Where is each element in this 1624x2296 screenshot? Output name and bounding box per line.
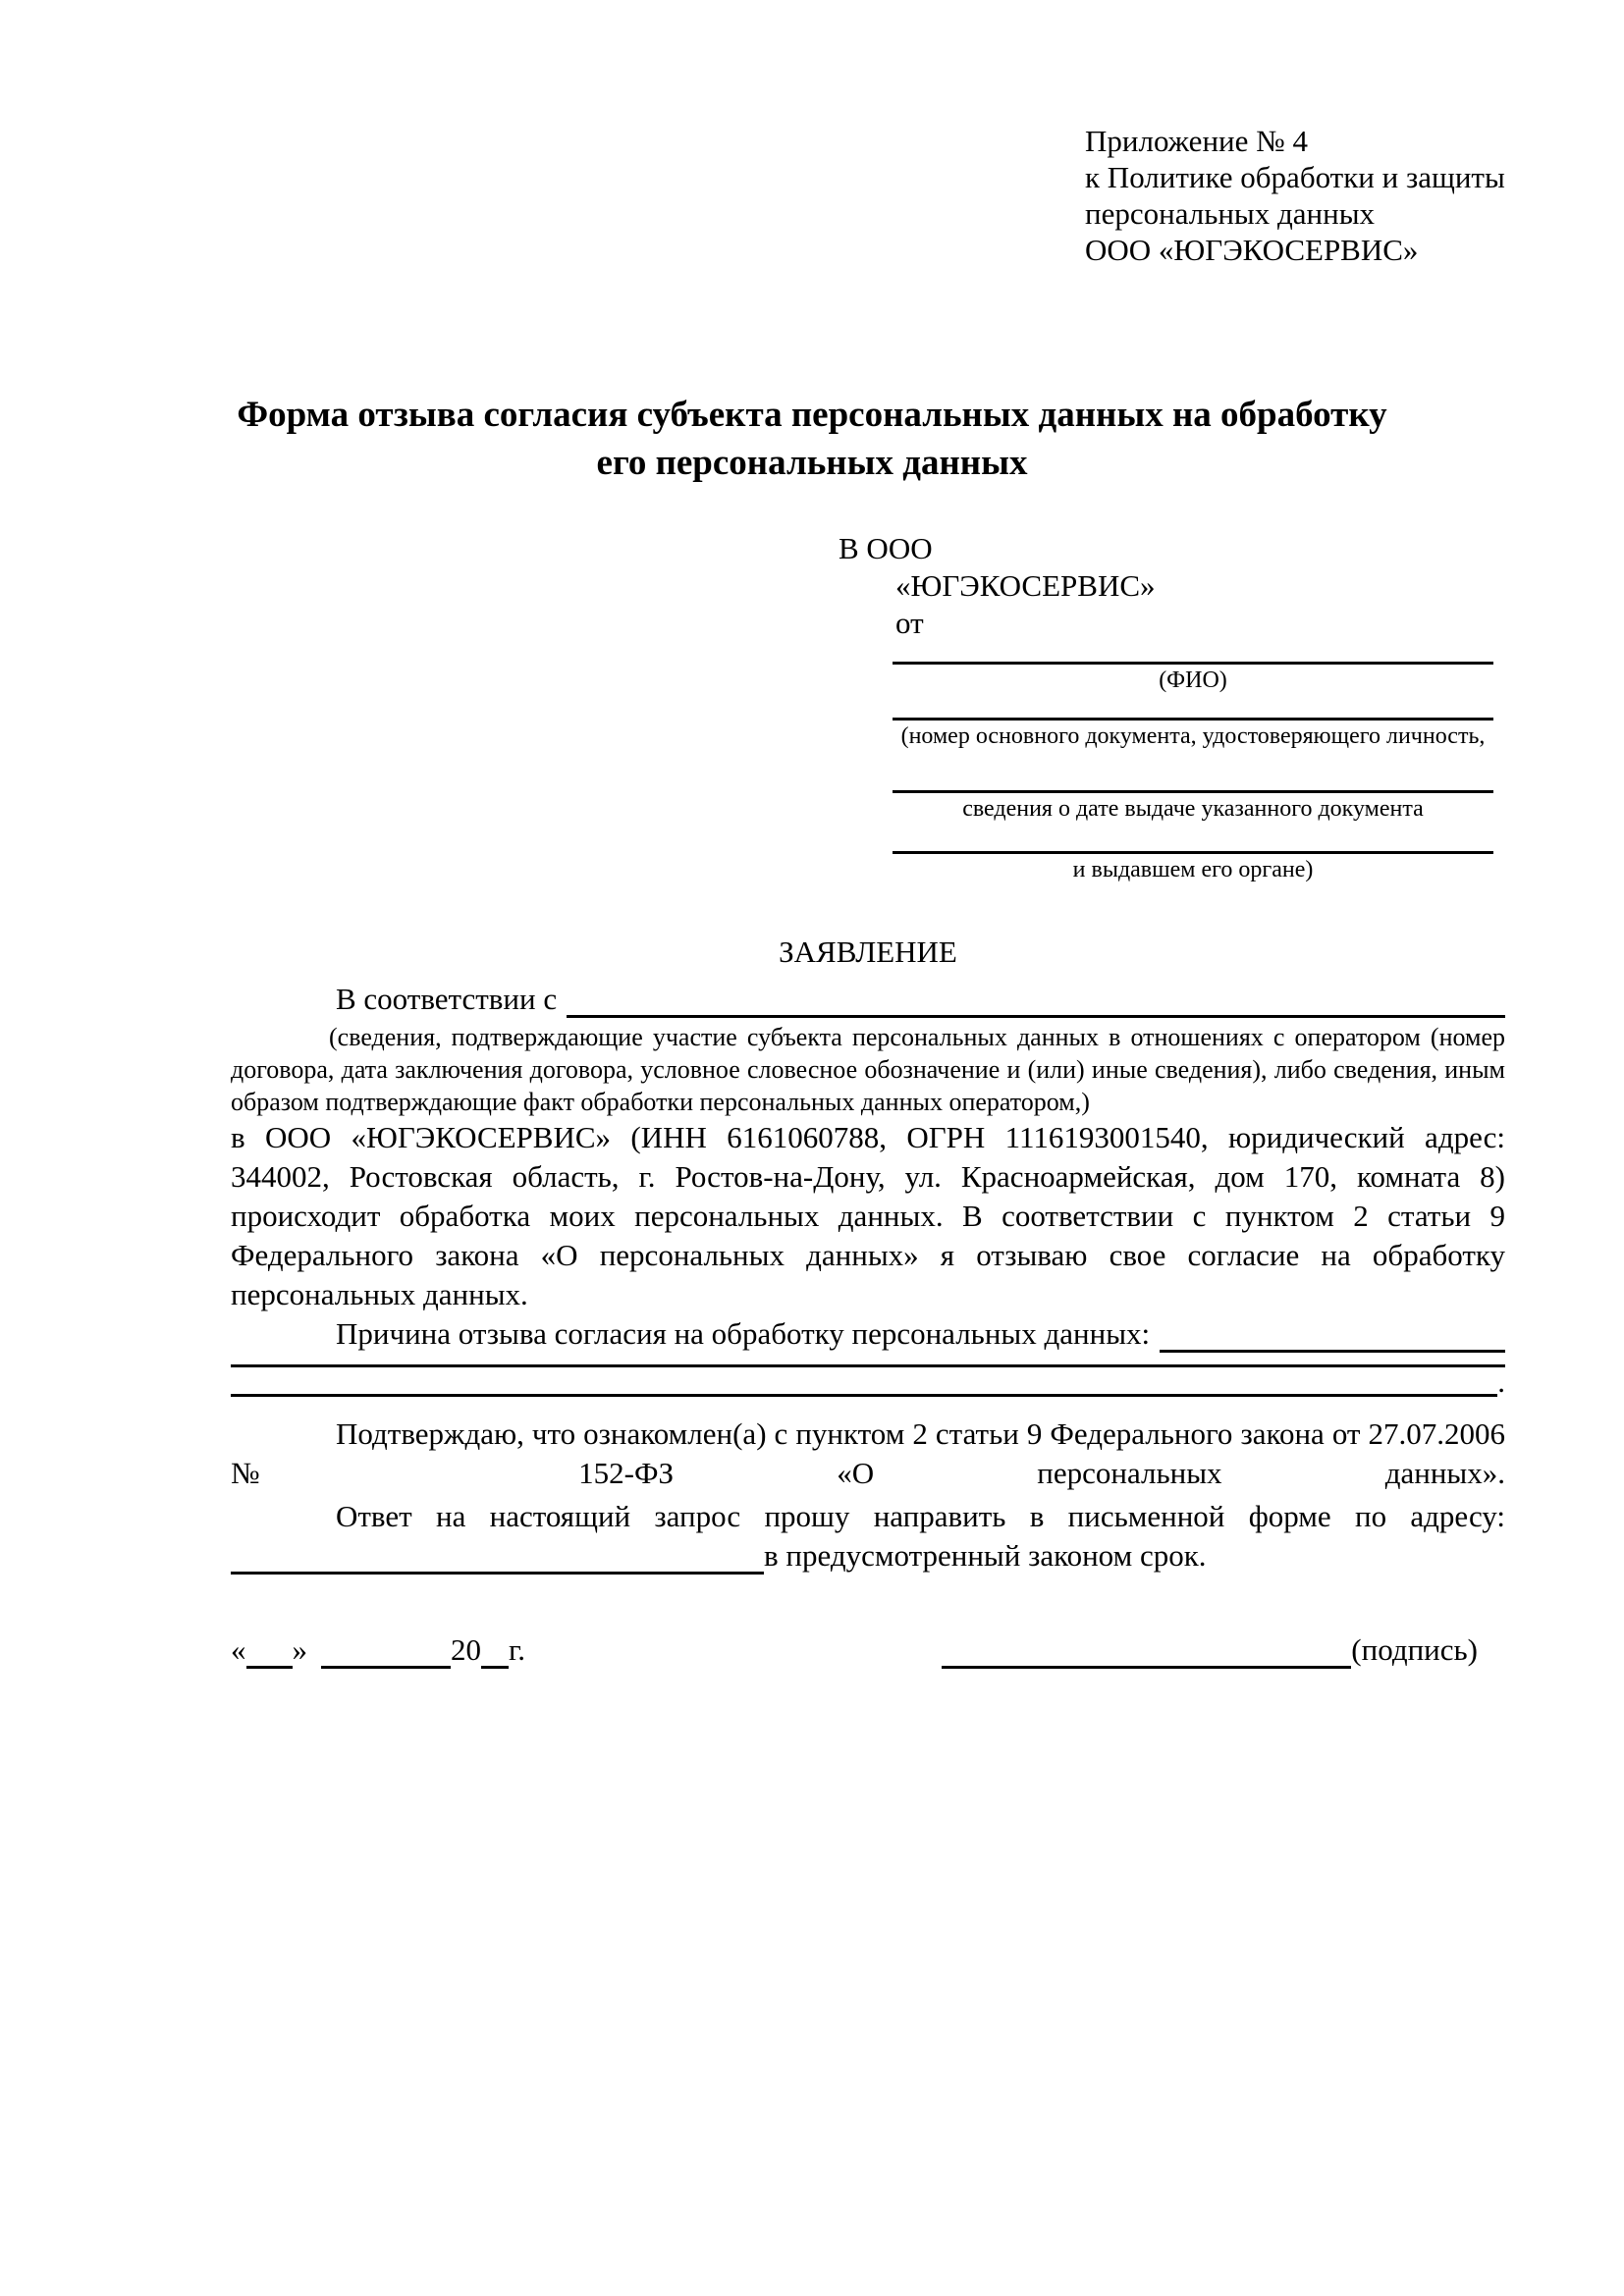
year-prefix-text: 20 [451,1632,481,1667]
issuing-authority-caption: и выдавшем его органе) [1072,857,1314,882]
statement-heading: ЗАЯВЛЕНИЕ [779,934,957,969]
document-number-blank-line[interactable] [893,696,1493,721]
fio-caption: (ФИО) [1159,667,1227,693]
appendix-header [1085,123,1505,268]
statement-body-paragraph: в ООО «ЮГЭКОСЕРВИС» (ИНН 6161060788, ОГРН 1116193001540, юридический адрес: 344002, Ростовская область, г. Ростов-на-Дону, ул. Красноармейская, дом 170, комната 8) происходит обработка моих персональных данных. В соответствии с пунктом 2 статьи 9 Федерального закона «О персональных данных» я отзываю свое согласие на обработку персональных данных. [231,1120,1505,1311]
statement-section [231,925,1505,1670]
year-blank-line[interactable] [481,1630,509,1669]
basis-prefix-text: В соответствии с [336,982,558,1016]
issue-date-blank-line[interactable] [893,752,1493,793]
header-line-4: ООО «ЮГЭКОСЕРВИС» [1085,233,1419,267]
date-signature-row [231,1630,1505,1670]
issue-date-caption: сведения о дате выдаче указанного документа [962,796,1424,822]
reason-blank-line-2[interactable] [231,1354,1505,1367]
year-suffix-text: г. [509,1632,525,1667]
reply-request-paragraph: Ответ на настоящий запрос прошу направить в письменной форме по адресу: [336,1499,1505,1533]
addressee-block [839,530,1493,885]
addressee-company-name: «ЮГЭКОСЕРВИС» [895,568,1156,603]
header-line-1: Приложение № 4 [1085,124,1308,158]
reason-terminator-period: . [1497,1364,1505,1399]
date-open-quote: « [231,1632,246,1667]
basis-footnote: (сведения, подтверждающие участие субъекта персональных данных в отношениях с оператором (номер договора, дата заключения договора, условное словесное обозначение и (или) иные сведения), либо сведения, иным образом подтверждающие факт обработки персональных данных оператором,) [231,1023,1505,1116]
document-title [0,391,1624,487]
fio-field [893,642,1493,696]
header-line-3: персональных данных [1085,196,1376,231]
addressee-to-label: В ООО [839,531,933,565]
document-number-field [893,696,1493,752]
reason-blank-row-3 [231,1364,1505,1399]
header-line-2: к Политике обработки и защиты [1085,160,1505,194]
title-line-1: Форма отзыва согласия субъекта персональных данных на обработку [237,395,1387,435]
issuing-authority-field [893,825,1493,885]
confirmation-paragraph: Подтверждаю, что ознакомлен(а) с пунктом 2 статьи 9 Федерального закона от 27.07.2006 № 152-ФЗ «О персональных данных». [231,1416,1505,1490]
signature-caption: (подпись) [1351,1632,1478,1667]
date-close-quote: » [292,1632,307,1667]
date-group [231,1630,525,1670]
day-blank-line[interactable] [246,1630,293,1669]
reply-address-row [231,1536,1505,1575]
signature-blank-line[interactable] [942,1630,1351,1669]
reason-blank-line-3[interactable] [231,1367,1497,1397]
basis-row [231,980,1505,1019]
reason-blank-line-1[interactable] [1160,1314,1505,1353]
signature-group [942,1630,1478,1670]
fio-blank-line[interactable] [893,642,1493,665]
document-number-caption: (номер основного документа, удостоверяющего личность, [900,723,1486,749]
basis-blank-line[interactable] [567,980,1505,1018]
issuing-authority-blank-line[interactable] [893,825,1493,854]
reason-row [231,1314,1505,1354]
month-blank-line[interactable] [321,1630,451,1669]
reason-prefix-text: Причина отзыва согласия на обработку персональных данных: [336,1316,1151,1351]
title-line-2: его персональных данных [596,443,1028,483]
addressee-from-label: от [895,606,924,640]
reply-address-blank-line[interactable] [231,1536,764,1575]
reply-suffix-text: в предусмотренный законом срок. [764,1538,1207,1573]
issue-date-field [893,752,1493,825]
